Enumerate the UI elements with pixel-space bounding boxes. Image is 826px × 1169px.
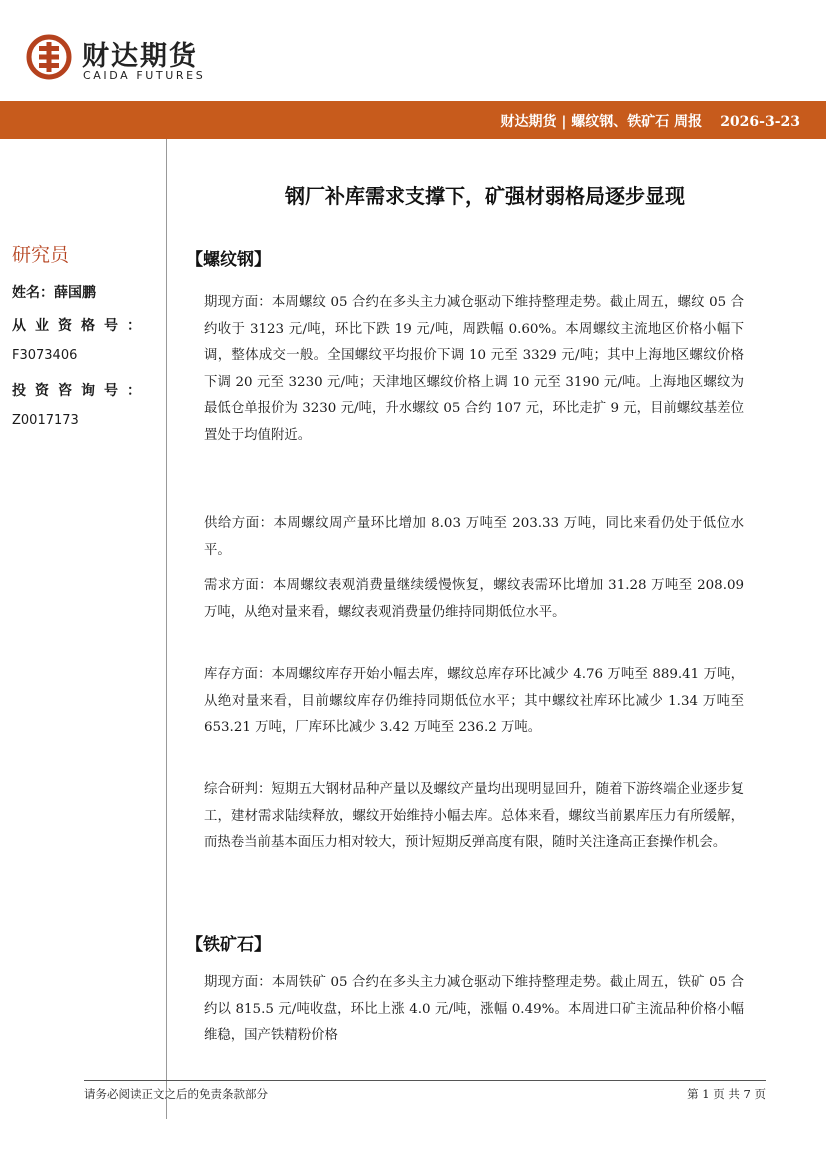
- footer-disclaimer: 请务必阅读正文之后的免责条款部分: [84, 1087, 268, 1101]
- rebar-inventory-paragraph: 库存方面：本周螺纹库存开始小幅去库，螺纹总库存环比减少 4.76 万吨至 889.41 万吨，从绝对量来看，目前螺纹库存仍维持同期低位水平；其中螺纹社库环比减少 1.34 万吨至 653.21 万吨，厂库环比减少 3.42 万吨至 236.2 万吨。: [204, 667, 744, 736]
- document-title: 钢厂补库需求支撑下，矿强材弱格局逐步显现: [285, 184, 685, 208]
- section-heading-iron-ore: 【铁矿石】: [186, 935, 271, 955]
- header-banner: [0, 101, 826, 139]
- brand-name: 财达期货: [82, 41, 198, 72]
- page-number: 第 1 页 共 7 页: [687, 1087, 766, 1101]
- rebar-futures-paragraph: 期现方面：本周螺纹 05 合约在多头主力减仓驱动下维持整理走势。截止周五，螺纹 05 合约收于 3123 元/吨，环比下跌 19 元/吨，周跌幅 0.60%。本周螺纹主流地区价格小幅下调，整体成交一般。全国螺纹平均报价下调 10 元至 3329 元/吨；其中上海地区螺纹价格下调 20 元至 3230 元/吨；天津地区螺纹价格上调 10 元至 3190 元/吨。上海地区螺纹为最低仓单报价为 3230 元/吨，升水螺纹 05 合约 107 元，环比走扩 9 元，目前螺纹基差位置处于均值附近。: [204, 295, 744, 443]
- banner-title: 财达期货 | 螺纹钢、铁矿石 周报: [500, 114, 703, 130]
- researcher-name: 姓名：薛国鹏: [12, 285, 96, 301]
- investment-advisory-id: Z0017173: [12, 413, 79, 428]
- caida-logo-icon: [26, 34, 72, 80]
- footer-divider: [84, 1080, 766, 1081]
- rebar-demand-paragraph: 需求方面：本周螺纹表观消费量继续缓慢恢复，螺纹表需环比增加 31.28 万吨至 208.09 万吨，从绝对量来看，螺纹表观消费量仍维持同期低位水平。: [204, 578, 744, 620]
- sidebar-divider: [166, 139, 167, 1119]
- investment-advisory-label: 投资咨询号：: [12, 383, 150, 399]
- brand-name-en: CAIDA FUTURES: [83, 69, 206, 82]
- report-date: 2026-3-23: [720, 114, 800, 130]
- section-heading-rebar: 【螺纹钢】: [186, 250, 271, 270]
- rebar-summary-paragraph: 综合研判：短期五大钢材品种产量以及螺纹产量均出现明显回升，随着下游终端企业逐步复工，建材需求陆续释放，螺纹开始维持小幅去库。总体来看，螺纹当前累库压力有所缓解，而热卷当前基本面压力相对较大，预计短期反弹高度有限，随时关注逢高正套操作机会。: [204, 782, 744, 851]
- rebar-supply-paragraph: 供给方面：本周螺纹周产量环比增加 8.03 万吨至 203.33 万吨，同比来看仍处于低位水平。: [204, 516, 744, 558]
- qualification-label: 从业资格号：: [12, 318, 150, 334]
- researcher-heading: 研究员: [12, 244, 70, 266]
- qualification-id: F3073406: [12, 348, 78, 363]
- iron-ore-futures-paragraph: 期现方面：本周铁矿 05 合约在多头主力减仓驱动下维持整理走势。截止周五，铁矿 05 合约以 815.5 元/吨收盘，环比上涨 4.0 元/吨，涨幅 0.49%。本周进口矿主流品种价格小幅维稳，国产铁精粉价格: [204, 975, 744, 1044]
